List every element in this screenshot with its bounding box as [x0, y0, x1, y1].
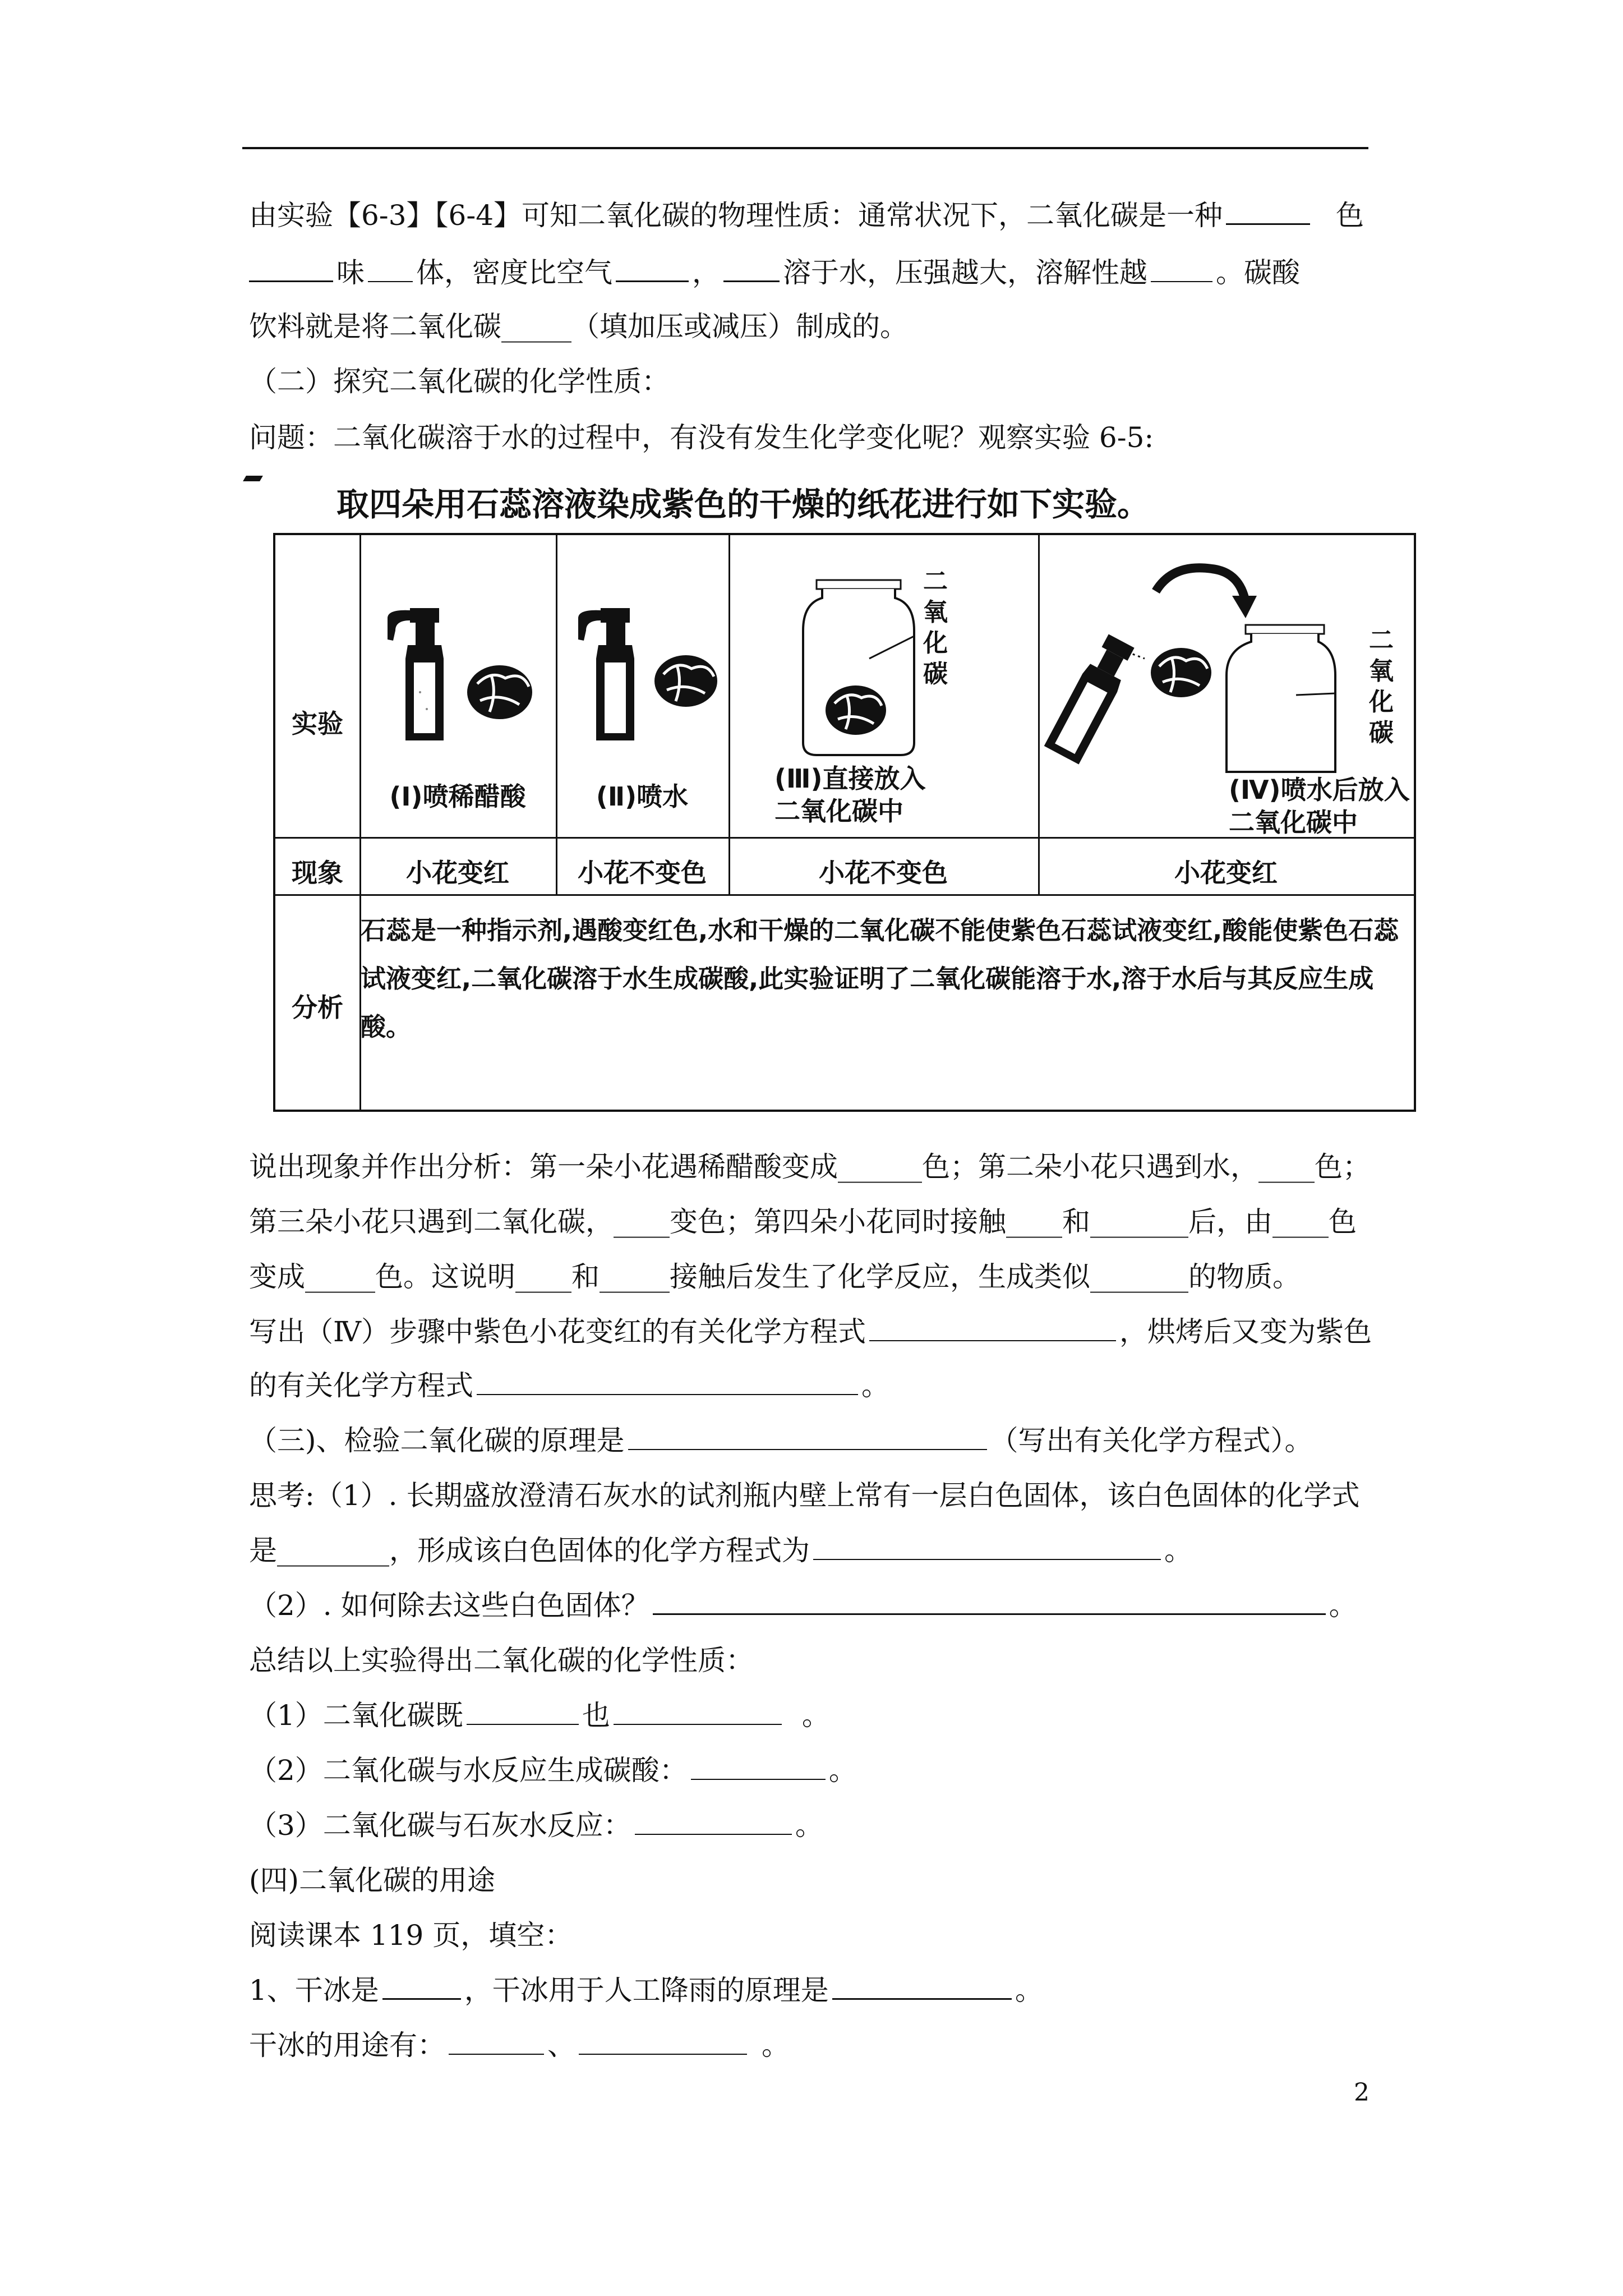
experiment-3-label: (Ⅲ)直接放入 二氧化碳中	[774, 763, 926, 826]
result-3: 小花不变色	[819, 858, 948, 888]
fill-blank[interactable]	[614, 1699, 782, 1725]
fill-blank[interactable]	[1226, 199, 1310, 225]
text-line-16: （1）二氧化碳既 也 。	[249, 1699, 830, 1732]
fill-blank[interactable]	[723, 256, 780, 282]
fill-blank[interactable]	[382, 1973, 461, 2000]
analysis-text: 石蕊是一种指示剂,遇酸变红色,水和干燥的二氧化碳不能使紫色石蕊试液变红,酸能使紫色石蕊试液变红,二氧化碳溶于水生成碳酸,此实验证明了二氧化碳能溶于水,溶于水后与其反应生成酸。	[361, 915, 1399, 1042]
spray-bottle-acid-icon	[371, 608, 545, 743]
text-line-18: （3）二氧化碳与石灰水反应： 。	[249, 1809, 823, 1842]
experiment-4-label: (Ⅳ)喷水后放入 二氧化碳中	[1229, 775, 1410, 838]
section-heading-4: (四)二氧化碳的用途	[249, 1864, 496, 1897]
co2-label-4: 二 氧 化 碳	[1369, 626, 1394, 747]
text-line-14: （2）. 如何除去这些白色固体？ 。	[249, 1589, 1357, 1622]
fill-blank[interactable]	[653, 1589, 1326, 1615]
experiment-2-label: (Ⅱ)喷水	[596, 781, 689, 812]
text-line-7: 第三朵小花只遇到二氧化碳，____变色；第四朵小花同时接触____和_______后，由____色	[249, 1205, 1357, 1238]
result-1: 小花变红	[406, 858, 509, 888]
fill-blank[interactable]	[368, 256, 413, 282]
text-line-15: 总结以上实验得出二氧化碳的化学性质：	[249, 1644, 754, 1677]
text-line-13: 是________，形成该白色固体的化学方程式为 。	[249, 1534, 1192, 1567]
fill-blank[interactable]	[467, 1699, 579, 1725]
co2-label-3: 二 氧 化 碳	[923, 567, 948, 688]
fill-blank[interactable]	[449, 2029, 544, 2055]
text-line-21: 1、干冰是 ，干冰用于人工降雨的原理是 。	[249, 1974, 1043, 2007]
spray-bottle-water-icon	[567, 608, 730, 743]
experiment-1-label: (Ⅰ)喷稀醋酸	[389, 781, 526, 812]
header-rule	[242, 147, 1368, 149]
fill-blank[interactable]	[616, 256, 689, 282]
text-line-11: （三)、检验二氧化碳的原理是 （写出有关化学方程式）。	[249, 1424, 1313, 1457]
fill-blank[interactable]	[813, 1534, 1161, 1560]
row-label-analysis: 分析	[292, 992, 343, 1023]
fill-blank[interactable]	[628, 1424, 987, 1450]
page-number: 2	[1354, 2078, 1370, 2107]
text-line-9: 写出（Ⅳ）步骤中紫色小花变红的有关化学方程式 ，烘烤后又变为紫色	[249, 1315, 1372, 1348]
text-line-8: 变成_____色。这说明____和_____接触后发生了化学反应，生成类似_______的物质。	[249, 1260, 1301, 1293]
figure-marker	[243, 476, 263, 481]
text-line-1: 由实验【6-3】【6-4】可知二氧化碳的物理性质：通常状况下，二氧化碳是一种 色	[249, 199, 1364, 232]
row-label-experiment: 实验	[292, 708, 343, 739]
text-line-6: 说出现象并作出分析：第一朵小花遇稀醋酸变成______色；第二朵小花只遇到水，____色；	[249, 1151, 1371, 1183]
flower-icon	[654, 655, 717, 707]
text-line-20: 阅读课本 119 页，填空：	[249, 1919, 573, 1952]
fill-blank[interactable]	[832, 1973, 1012, 2000]
text-line-17: （2）二氧化碳与水反应生成碳酸： 。	[249, 1754, 857, 1787]
text-line-10: 的有关化学方程式 。	[249, 1369, 889, 1402]
fill-blank[interactable]	[579, 2029, 747, 2055]
flower-icon	[826, 685, 886, 735]
row-label-phenomenon: 现象	[292, 858, 343, 888]
fill-blank[interactable]	[1151, 256, 1212, 282]
fill-blank[interactable]	[477, 1369, 858, 1395]
flower-icon	[1151, 648, 1211, 697]
fill-blank[interactable]	[869, 1315, 1116, 1341]
text-line-3: 饮料就是将二氧化碳_____（填加压或减压）制成的。	[249, 310, 908, 343]
fill-blank[interactable]	[249, 256, 333, 282]
text-line-12: 思考:（1）. 长期盛放澄清石灰水的试剂瓶内壁上常有一层白色固体，该白色固体的化学式	[249, 1479, 1360, 1512]
figure-caption: 取四朵用石蕊溶液染成紫色的干燥的纸花进行如下实验。	[336, 485, 1150, 523]
arrow-icon	[1156, 568, 1246, 602]
text-line-22: 干冰的用途有： 、 。	[249, 2029, 790, 2062]
question-line: 问题：二氧化碳溶于水的过程中，有没有发生化学变化呢？观察实验 6-5:	[249, 421, 1154, 454]
fill-blank[interactable]	[635, 1809, 792, 1835]
experiment-table	[273, 533, 1416, 1112]
section-heading-2: （二）探究二氧化碳的化学性质：	[249, 365, 670, 398]
fill-blank[interactable]	[691, 1754, 826, 1780]
result-4: 小花变红	[1174, 858, 1278, 888]
text-line-2: 味 体，密度比空气 ， 溶于水，压强越大，溶解性越 。碳酸	[249, 256, 1300, 289]
spray-then-jar-icon	[1061, 541, 1375, 776]
flower-icon	[467, 665, 532, 719]
result-2: 小花不变色	[578, 858, 707, 888]
